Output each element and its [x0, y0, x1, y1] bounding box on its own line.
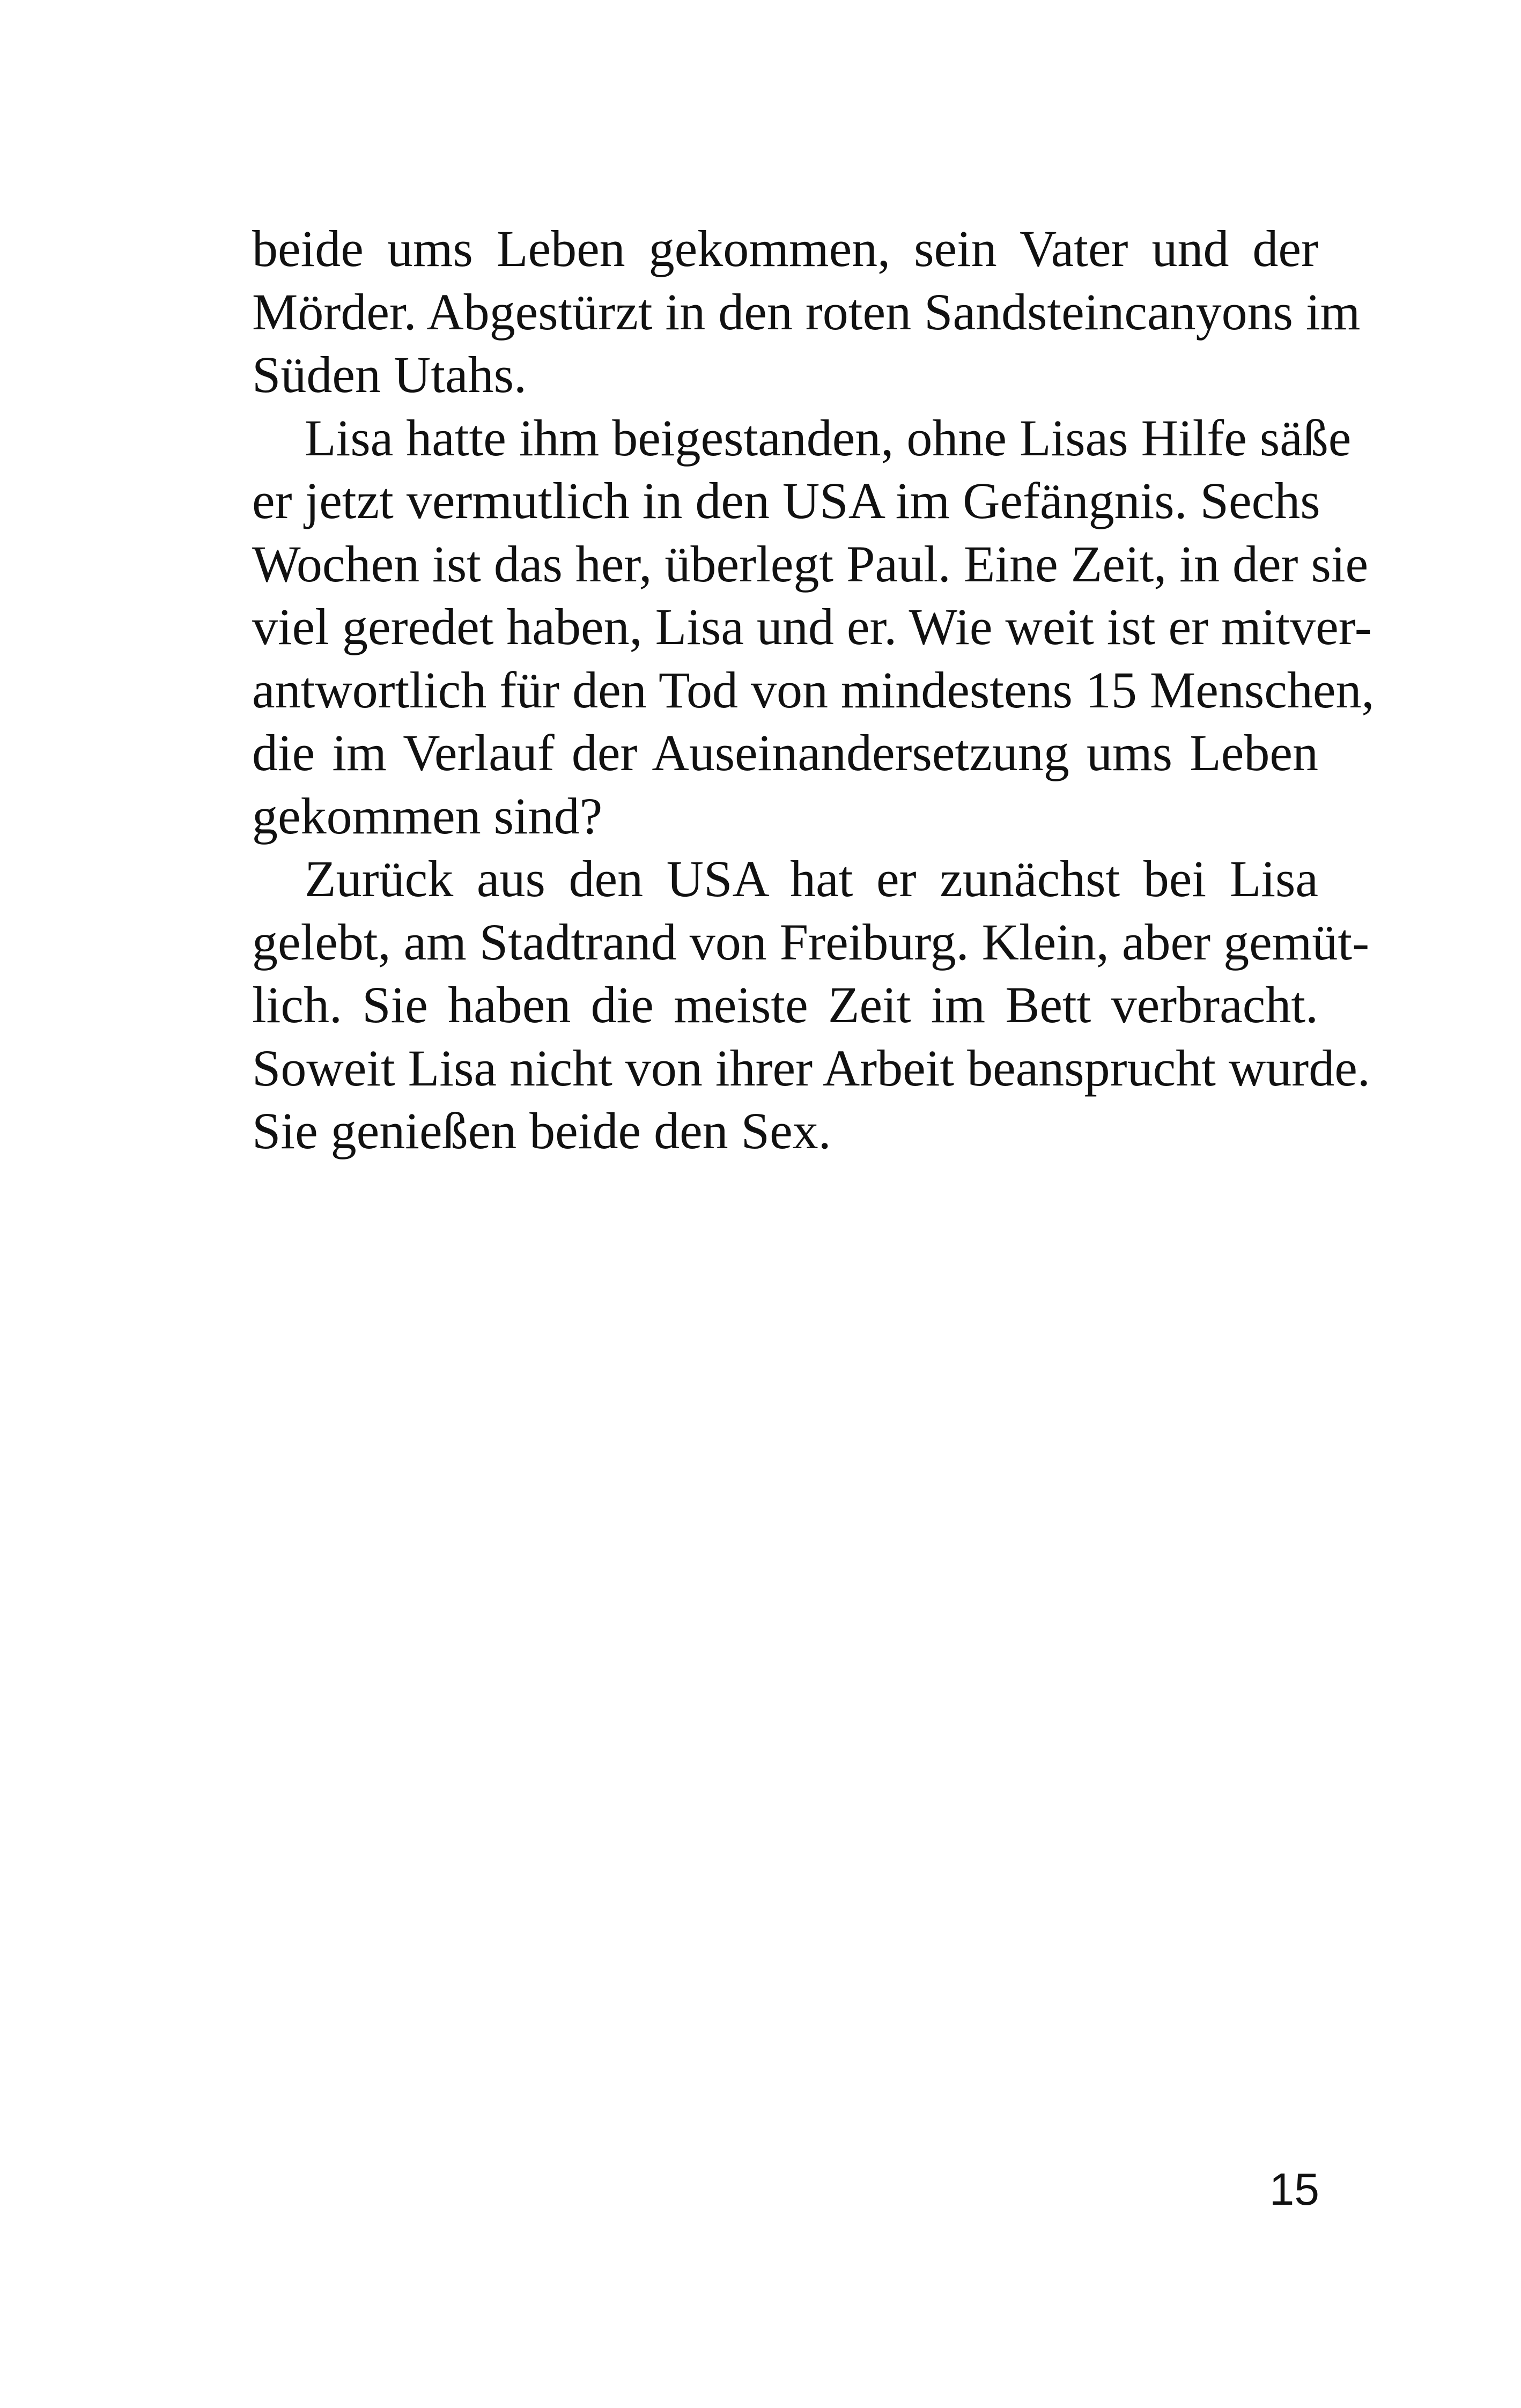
- text-line: Wochen ist das her, überlegt Paul. Eine Zeit, in der sie: [252, 535, 1369, 593]
- text-line: Süden Utahs.: [252, 346, 527, 403]
- text-line: Zurück aus den USA hat er zunächst bei Lisa: [305, 850, 1318, 907]
- text-line: er jetzt vermutlich in den USA im Gefängnis. Sechs: [252, 472, 1320, 529]
- text-line: viel geredet haben, Lisa und er. Wie weit ist er mitver-: [252, 598, 1372, 655]
- text-line: gelebt, am Stadtrand von Freiburg. Klein, aber gemüt-: [252, 913, 1370, 971]
- text-line: Mörder. Abgestürzt in den roten Sandsteincanyons im: [252, 283, 1361, 341]
- text-line: die im Verlauf der Auseinandersetzung ums Leben: [252, 724, 1318, 781]
- text-line: gekommen sind?: [252, 787, 603, 845]
- page-number: 15: [1269, 2164, 1319, 2214]
- body-text: [252, 217, 1375, 1163]
- text-line: Sie genießen beide den Sex.: [252, 1102, 831, 1159]
- text-line: antwortlich für den Tod von mindestens 15 Menschen,: [252, 661, 1375, 719]
- text-line: beide ums Leben gekommen, sein Vater und der: [252, 220, 1318, 277]
- text-line: Lisa hatte ihm beigestanden, ohne Lisas Hilfe säße: [305, 409, 1352, 467]
- text-line: lich. Sie haben die meiste Zeit im Bett verbracht.: [252, 976, 1318, 1033]
- text-line: Soweit Lisa nicht von ihrer Arbeit beansprucht wurde.: [252, 1039, 1370, 1097]
